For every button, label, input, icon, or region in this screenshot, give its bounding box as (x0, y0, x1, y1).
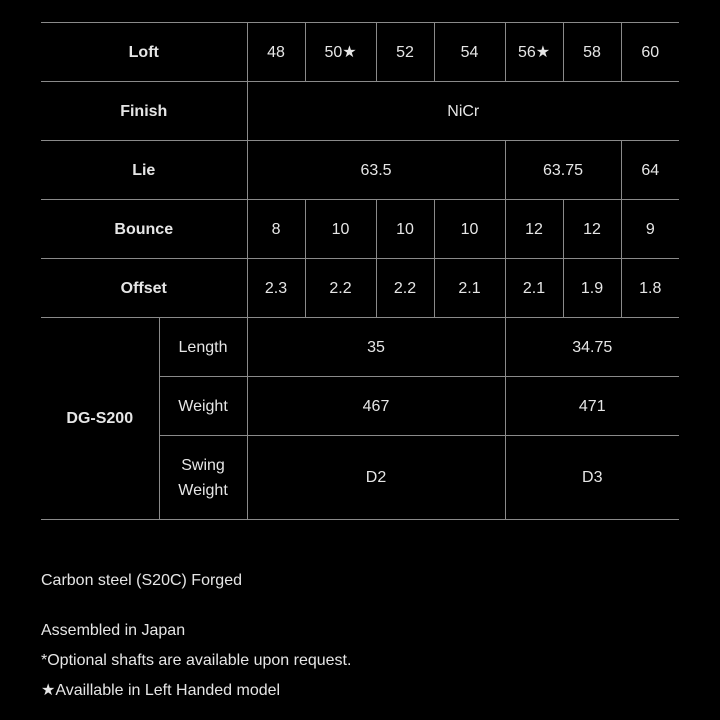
swing-weight-label-line1: Swing (181, 456, 225, 474)
loft-label: Loft (41, 23, 247, 82)
lie-value: 63.75 (505, 141, 621, 200)
loft-value: 50★ (305, 23, 376, 82)
loft-row (41, 23, 679, 82)
swing-weight-label (159, 436, 247, 520)
bounce-value: 12 (563, 200, 621, 259)
loft-value: 60 (621, 23, 679, 82)
lie-row (41, 141, 679, 200)
lie-label: Lie (41, 141, 247, 200)
bounce-value: 10 (305, 200, 376, 259)
bounce-value: 10 (434, 200, 505, 259)
bounce-value: 10 (376, 200, 434, 259)
swing-weight-value: D3 (505, 436, 679, 520)
material-note: Carbon steel (S20C) Forged (41, 572, 242, 589)
loft-value: 56★ (505, 23, 563, 82)
loft-value: 58 (563, 23, 621, 82)
swing-weight-label-line2: Weight (178, 481, 228, 499)
left-handed-note: ★Availlable in Left Handed model (41, 682, 281, 699)
offset-label: Offset (41, 259, 247, 318)
offset-value: 2.3 (247, 259, 305, 318)
loft-value: 52 (376, 23, 434, 82)
offset-value: 2.1 (505, 259, 563, 318)
finish-row (41, 82, 679, 141)
weight-value: 467 (247, 377, 505, 436)
loft-value: 54 (434, 23, 505, 82)
assembly-note: Assembled in Japan (41, 622, 186, 639)
lie-value: 63.5 (247, 141, 505, 200)
offset-value: 2.2 (305, 259, 376, 318)
shaft-label: DG-S200 (41, 318, 159, 520)
swing-weight-value: D2 (247, 436, 505, 520)
bounce-label: Bounce (41, 200, 247, 259)
optional-shafts-note: *Optional shafts are available upon request. (41, 652, 352, 669)
length-value: 34.75 (505, 318, 679, 377)
length-row (41, 318, 679, 377)
length-value: 35 (247, 318, 505, 377)
weight-value: 471 (505, 377, 679, 436)
bounce-value: 9 (621, 200, 679, 259)
offset-row (41, 259, 679, 318)
offset-value: 2.1 (434, 259, 505, 318)
bounce-row (41, 200, 679, 259)
weight-label: Weight (159, 377, 247, 436)
lie-value: 64 (621, 141, 679, 200)
offset-value: 1.8 (621, 259, 679, 318)
loft-value: 48 (247, 23, 305, 82)
bounce-value: 8 (247, 200, 305, 259)
spec-table (41, 22, 679, 520)
finish-value: NiCr (247, 82, 679, 141)
length-label: Length (159, 318, 247, 377)
offset-value: 2.2 (376, 259, 434, 318)
offset-value: 1.9 (563, 259, 621, 318)
bounce-value: 12 (505, 200, 563, 259)
finish-label: Finish (41, 82, 247, 141)
